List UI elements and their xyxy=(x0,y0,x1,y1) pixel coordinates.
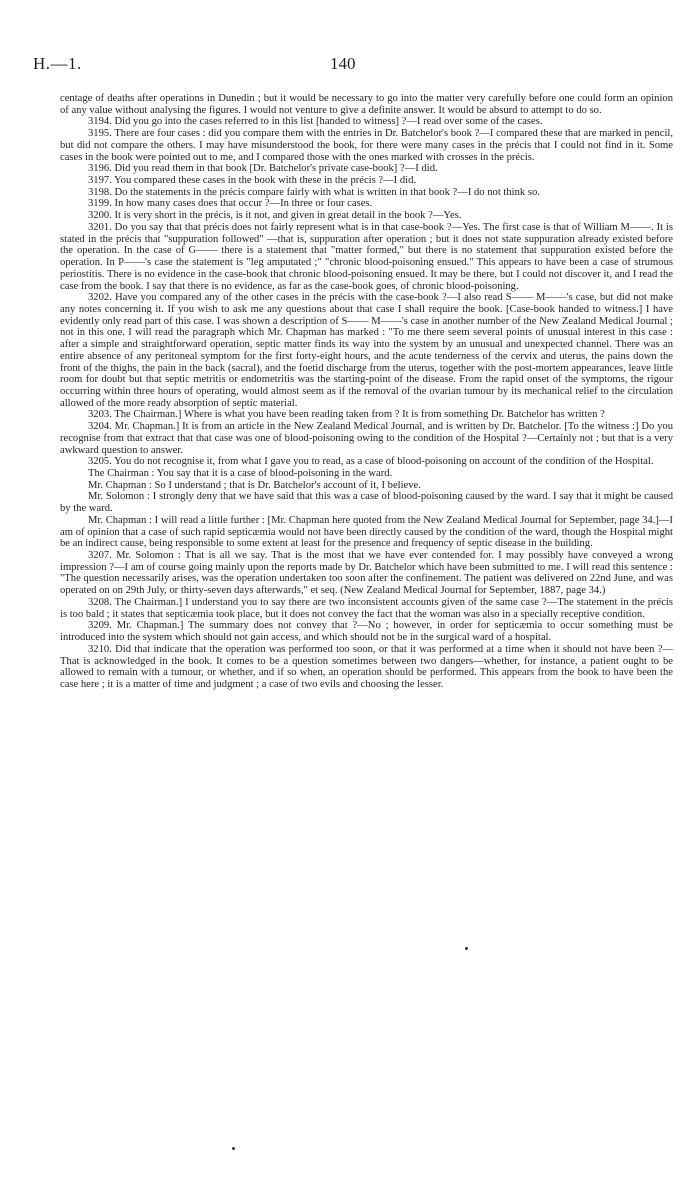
paragraph: Mr. Chapman : I will read a little further : [Mr. Chapman here quoted from the New Zealand Medical Journal for September, page 34.]—I am of opinion that a case of such rapid septicæmia would not have been directly caused by the condition of the ward, though the Hospital might be an indirect cause, being responsible to some extent at least for the presence and frequency of septic disease in the building. xyxy=(60,514,673,550)
paragraph: The Chairman : You say that it is a case of blood-poisoning in the ward. xyxy=(88,468,393,479)
paragraph: 3210. Did that indicate that the operation was performed too soon, or that it was performed at a time when it should not have been ?—That is acknowledged in the book. It comes to be a question sometimes between two dangers—whether, for instance, a patient ought to be allowed to remain with a tumour, or whether, and if so when, an operation should be performed. This appears from the book to have been the case here ; it is a matter of time and judgment ; a case of two evils and choosing the lesser. xyxy=(60,643,673,690)
paragraph: 3204. Mr. Chapman.] It is from an article in the New Zealand Medical Journal, and is written by Dr. Batchelor. [To the witness :] Do you recognise from that extract that that case was one of blood-poisoning owing to the condition of the Hospital ?—Certainly not ; but that is a very awkward question to answer. xyxy=(60,421,673,456)
print-speck xyxy=(465,947,468,950)
paragraph: 3208. The Chairman.] I understand you to say there are two inconsistent accounts given of the same case ?—The statement in the précis is too bald ; it states that septicæmia took place, but it does not convey the fact that the woman was also in a specially receptive condition. xyxy=(60,596,673,620)
paragraph: Mr. Solomon : I strongly deny that we have said that this was a case of blood-poisoning caused by the ward. I say that it might be caused by the ward. xyxy=(60,491,673,515)
paragraph: 3195. There are four cases : did you compare them with the entries in Dr. Batchelor's book ?—I compared these that are marked in pencil, but did not compare the others. I may have misunderstood the book, for there were many cases in the précis that I could not find in it. Some cases in the book were pointed out to me, and I compared those with the ones marked with crosses in the précis. xyxy=(60,128,673,163)
paragraph: 3201. Do you say that that précis does not fairly represent what is in that case-book ?—Yes. The first case is that of William M——. It is stated in the précis that "suppuration followed" —that is, suppuration after operation ; but it does not state suppuration already existed before the operation. In the case of G—— there is a statement that "matter formed," but there is no statement that suppuration existed before the operation. In P——'s case the statement is "leg amputated ;" "chronic blood-poisoning ensued." This appears to have been a case of strumous periostitis. There is no evidence in the case-book that chronic blood-poisoning ensued. It may be there, but I could not discover it, and I read the case from the book. I say that there is no evidence, as far as the case-book goes, of chronic blood-poisoning. xyxy=(60,221,673,292)
paragraph: 3203. The Chairman.] Where is what you have been reading taken from ? It is from something Dr. Batchelor has written ? xyxy=(88,409,605,421)
document-code: H.—1. xyxy=(33,54,82,73)
paragraph: 3194. Did you go into the cases referred to in this list [handed to witness] ?—I read over some of the cases. xyxy=(88,116,543,128)
paragraph: Mr. Chapman : So I understand ; that is Dr. Batchelor's account of it, I believe. xyxy=(88,479,421,491)
paragraph: 3199. In how many cases does that occur ?—In three or four cases. xyxy=(88,198,373,210)
paragraph: 3196. Did you read them in that book [Dr. Batchelor's private case-book] ?—I did. xyxy=(88,163,438,175)
paragraph: 3205. You do not recognise it, from what I gave you to read, as a case of blood-poisoning on account of the condition of the Hospital. xyxy=(88,456,654,468)
paragraph: 3207. Mr. Solomon : That is all we say. That is the most that we have ever contended for. I may possibly have conveyed a wrong impression ?—I am of course going mainly upon the reports made by Dr. Batchelor which have been submitted to me. I will read this sentence : "The question necessarily arises, was the operation undertaken too soon after the confinement. The patient was delivered on 22nd June, and was operated on on 29th July, or thirty-seven days afterwards," et seq. (New Zealand Medical Journal for September, 1887, page 34.) xyxy=(60,550,673,597)
print-speck xyxy=(232,1147,235,1150)
paragraph: 3200. It is very short in the précis, is it not, and given in great detail in the book ?—Yes. xyxy=(88,210,462,222)
paragraph: 3198. Do the statements in the précis compare fairly with what is written in that book ?—I do not think so. xyxy=(88,186,540,198)
paragraph: 3197. You compared these cases in the book with these in the précis ?—I did. xyxy=(88,175,417,187)
document-body xyxy=(60,93,673,691)
paragraph: 3209. Mr. Chapman.] The summary does not convey that ?—No ; however, in order for septicæmia to occur something must be introduced into the system which should not gain access, and which should not be in the surgical ward of a hospital. xyxy=(60,620,673,644)
page-number: 140 xyxy=(330,54,356,73)
paragraph: centage of deaths after operations in Dunedin ; but it would be necessary to go into the matter very carefully before one could form an opinion of any value without analysing the figures. I would not venture to give a definite answer. It would be absurd to attempt to do so. xyxy=(60,93,673,116)
paragraph: 3202. Have you compared any of the other cases in the précis with the case-book ?—I also read S—— M——'s case, but did not make any notes concerning it. If you wish to ask me any questions about that case I shall require the book. [Case-book handed to witness.] I have evidently only read part of this case. I was shown a description of S—— M——'s case in another number of the New Zealand Medical Journal ; not in this one. I will read the paragraph which Mr. Chapman has marked : "To me there seem several points of unusual interest in this case : after a simple and straightforward operation, septic matter finds its way into the system by an unusual and unexpected channel. There was an entire absence of any peritoneal symptom for the first forty-eight hours, and the acute tenderness of the cervix and uterus, the pains down the front of the thighs, the pain in the back (sacral), and the foetid discharge from the uterus, together with the post-mortem appearances, leave little room for doubt but that septic metritis or endometritis was the starting-point of the disease. From the rapid onset of the symptoms, the rigour occurring within three hours of operating, would almost seem as if the removal of the ovarian tumour by its mechanical relief to the circulation allowed of the more ready absorption of septic material. xyxy=(60,292,673,409)
